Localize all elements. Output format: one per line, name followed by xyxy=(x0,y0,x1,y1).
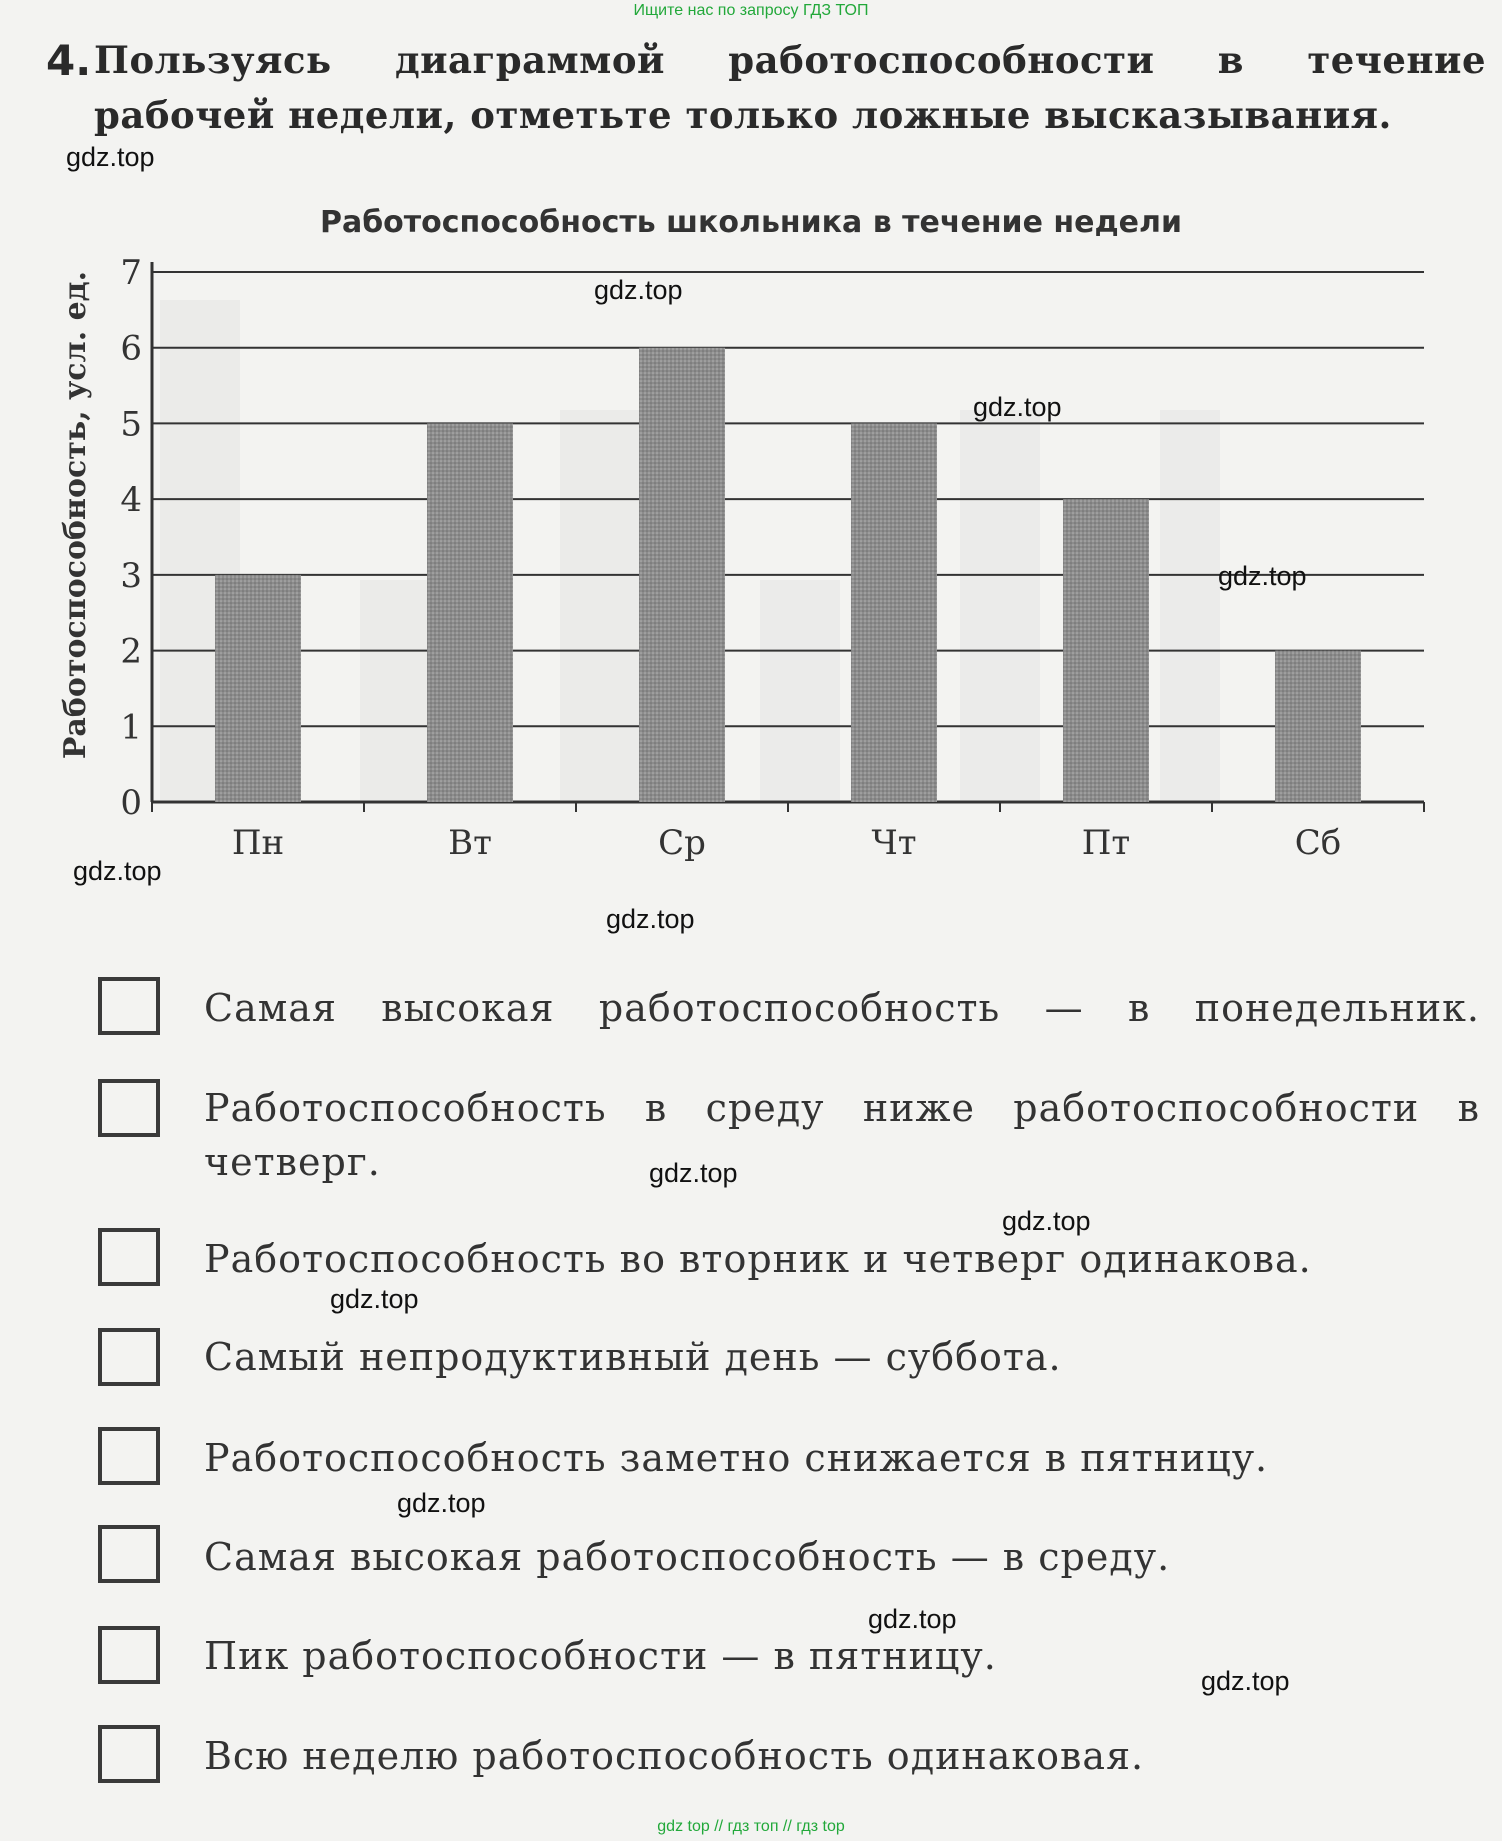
x-tick-label: Пн xyxy=(231,823,285,863)
y-tick-label: 5 xyxy=(120,404,142,445)
statement-7: Пик работоспособности — в пятницу. xyxy=(204,1634,997,1678)
x-tick-label: Сб xyxy=(1294,823,1342,863)
x-tick-label: Пт xyxy=(1081,823,1131,863)
watermark: gdz.top xyxy=(330,1284,419,1314)
bar-Чт xyxy=(851,423,937,802)
y-tick-label: 3 xyxy=(120,555,142,596)
statement-5: Работоспособность заметно снижается в пятницу. xyxy=(204,1436,1269,1480)
top-note: Ищите нас по запросу ГДЗ ТОП xyxy=(633,2,869,19)
watermark: gdz.top xyxy=(606,904,695,934)
statement-4: Самый непродуктивный день — суббота. xyxy=(204,1335,1062,1379)
bar-Пн xyxy=(215,575,301,802)
answer-checkbox-6[interactable] xyxy=(98,1525,160,1583)
answer-checkbox-5[interactable] xyxy=(98,1427,160,1485)
y-tick-label: 4 xyxy=(120,480,142,521)
answer-checkbox-3[interactable] xyxy=(98,1228,160,1286)
watermark: gdz.top xyxy=(868,1604,957,1634)
y-tick-label: 6 xyxy=(120,328,142,369)
watermark: gdz.top xyxy=(73,856,162,886)
x-tick-label: Вт xyxy=(448,823,492,863)
bar-chart xyxy=(0,0,1502,900)
answer-checkbox-4[interactable] xyxy=(98,1328,160,1386)
statement-3: Работоспособность во вторник и четверг одинакова. xyxy=(204,1237,1312,1281)
y-axis-label: Работоспособность, усл. ед. xyxy=(58,270,93,760)
statement-1: Самая высокая работоспособность — в понедельник. xyxy=(204,986,1480,1030)
watermark: gdz.top xyxy=(397,1488,486,1518)
y-tick-label: 2 xyxy=(120,631,142,672)
watermark: gdz.top xyxy=(649,1158,738,1188)
bar-Вт xyxy=(427,423,513,802)
chart-title: Работоспособность школьника в течение недели xyxy=(319,205,1183,240)
answer-checkbox-7[interactable] xyxy=(98,1626,160,1684)
y-tick-label: 1 xyxy=(120,707,142,748)
watermark: gdz.top xyxy=(1002,1206,1091,1236)
x-tick-label: Чт xyxy=(871,823,917,863)
statement-6: Самая высокая работоспособность — в среду. xyxy=(204,1535,1171,1579)
answer-checkbox-8[interactable] xyxy=(98,1725,160,1783)
task-text-line2: рабочей недели, отметьте только ложные высказывания. xyxy=(94,93,1392,137)
statement-2-line2: четверг. xyxy=(204,1140,381,1184)
y-tick-label: 7 xyxy=(120,253,142,293)
watermark: gdz.top xyxy=(594,275,683,305)
statement-8: Всю неделю работоспособность одинаковая. xyxy=(204,1734,1145,1778)
watermark: gdz.top xyxy=(1218,561,1307,591)
x-tick-label: Ср xyxy=(658,823,706,863)
answer-checkbox-1[interactable] xyxy=(98,977,160,1035)
watermark: gdz.top xyxy=(66,142,155,172)
bar-Пт xyxy=(1063,499,1149,802)
bar-Ср xyxy=(639,348,725,802)
task-number: 4. xyxy=(46,36,92,85)
y-tick-label: 0 xyxy=(120,783,142,823)
watermark: gdz.top xyxy=(973,392,1062,422)
bar-Сб xyxy=(1275,651,1361,802)
answer-checkbox-2[interactable] xyxy=(98,1079,160,1137)
task-text-line1: Пользуясь диаграммой работоспособности в течение xyxy=(94,38,1486,82)
footer-note: gdz top // гдз топ // гдз top xyxy=(657,1818,845,1835)
watermark: gdz.top xyxy=(1201,1666,1290,1696)
statement-2-line1: Работоспособность в среду ниже работоспособности в xyxy=(204,1086,1480,1130)
